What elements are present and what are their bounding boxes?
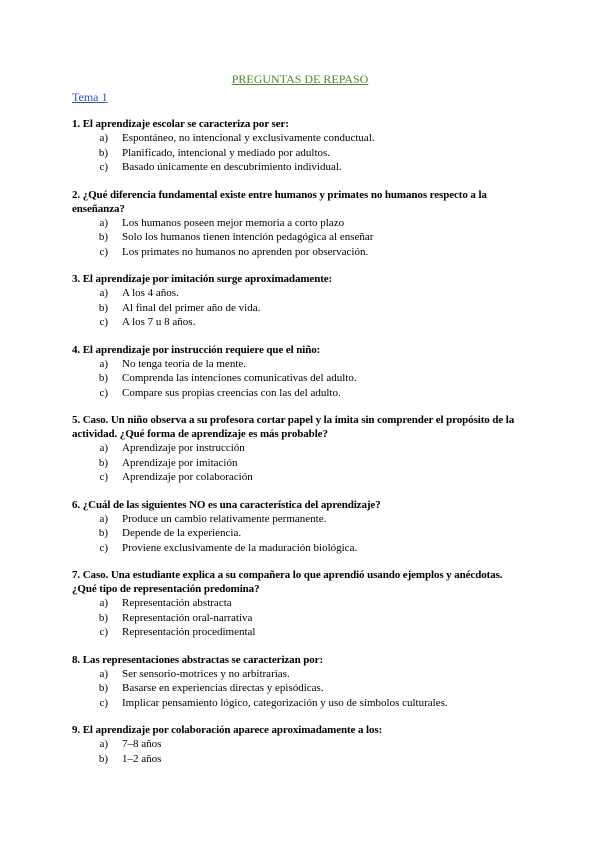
question-block — [72, 568, 528, 640]
option-letter: a) — [99, 597, 108, 609]
question-block — [72, 272, 528, 330]
answer-option — [72, 470, 528, 485]
answer-option — [72, 696, 528, 711]
option-letter: b) — [98, 372, 108, 384]
option-letter: b) — [98, 231, 108, 243]
answer-option — [72, 245, 528, 260]
option-letter: b) — [98, 146, 108, 159]
question-text: 4. El aprendizaje por instrucción requiere que el niño: — [72, 343, 321, 356]
answer-option — [72, 512, 528, 527]
answer-option — [72, 752, 528, 767]
answer-option — [72, 301, 528, 316]
option-text: Planificado, intencional y mediado por adultos. — [122, 146, 331, 159]
answer-option — [72, 681, 528, 696]
option-text: Representación abstracta — [122, 597, 232, 609]
option-text: No tenga teoría de la mente. — [122, 357, 247, 370]
option-text: A los 7 u 8 años. — [122, 316, 196, 328]
option-text: Produce un cambio relativamente permanente. — [122, 512, 327, 525]
option-letter: a) — [99, 512, 108, 525]
option-text: Basado únicamente en descubrimiento individual. — [122, 161, 342, 173]
question-text: 1. El aprendizaje escolar se caracteriza por ser: — [72, 118, 289, 130]
answer-option — [72, 737, 528, 752]
answer-option — [72, 146, 528, 161]
option-letter: b) — [98, 682, 108, 694]
option-letter: a) — [99, 132, 108, 144]
answer-option — [72, 131, 528, 146]
option-letter: c) — [99, 696, 108, 709]
option-text: Representación procedimental — [122, 626, 256, 638]
question-block — [72, 723, 528, 766]
question-block — [72, 498, 528, 556]
option-text: Aprendizaje por imitación — [122, 456, 238, 469]
option-letter: b) — [98, 301, 108, 314]
option-letter: a) — [99, 738, 108, 750]
option-text: Espontáneo, no intencional y exclusivamente conductual. — [122, 132, 375, 144]
question-block — [72, 343, 528, 401]
option-text: Los primates no humanos no aprenden por observación. — [122, 245, 369, 258]
answer-option — [72, 371, 528, 386]
option-letter: a) — [99, 442, 108, 454]
answer-option — [72, 441, 528, 456]
option-letter: b) — [98, 752, 108, 765]
option-letter: a) — [99, 357, 108, 370]
question-text: 8. Las representaciones abstractas se caracterizan por: — [72, 653, 324, 666]
option-text: Los humanos poseen mejor memoria a corto plazo — [122, 216, 345, 229]
option-letter: b) — [98, 611, 108, 624]
option-text: Compare sus propias creencias con las del adulto. — [122, 386, 341, 399]
question-text: 3. El aprendizaje por imitación surge aproximadamente: — [72, 273, 333, 285]
option-letter: a) — [99, 667, 108, 680]
option-letter: c) — [99, 161, 108, 173]
question-list — [72, 117, 528, 779]
option-letter: a) — [99, 216, 108, 229]
option-text: Basarse en experiencias directas y episódicas. — [122, 682, 324, 694]
answer-option — [72, 230, 528, 245]
option-letter: a) — [99, 287, 108, 299]
question-block — [72, 413, 528, 485]
answer-option — [72, 315, 528, 330]
option-letter: c) — [99, 541, 108, 554]
question-text: 6. ¿Cuál de las siguientes NO es una característica del aprendizaje? — [72, 498, 381, 511]
question-text: 2. ¿Qué diferencia fundamental existe entre humanos y primates no humanos respecto a la enseñanza? — [72, 188, 487, 215]
answer-option — [72, 526, 528, 541]
option-letter: c) — [99, 245, 108, 258]
option-letter: c) — [99, 316, 108, 328]
answer-option — [72, 386, 528, 401]
answer-option — [72, 456, 528, 471]
option-text: Al final del primer año de vida. — [122, 301, 261, 314]
question-text: 7. Caso. Una estudiante explica a su compañera lo que aprendió usando ejemplos y anécdotas. ¿Qué tipo de representación predomina? — [72, 569, 503, 595]
option-letter: c) — [99, 471, 108, 483]
answer-option — [72, 216, 528, 231]
answer-option — [72, 160, 528, 175]
option-text: Aprendizaje por colaboración — [122, 471, 253, 483]
option-text: A los 4 años. — [122, 287, 179, 299]
question-text: 9. El aprendizaje por colaboración aparece aproximadamente a los: — [72, 724, 383, 736]
option-text: Aprendizaje por instrucción — [122, 442, 245, 454]
answer-option — [72, 541, 528, 556]
answer-option — [72, 286, 528, 301]
option-letter: b) — [98, 527, 108, 539]
answer-option — [72, 357, 528, 372]
option-letter: c) — [99, 626, 108, 638]
option-text: 1–2 años — [122, 752, 162, 765]
page-title: PREGUNTAS DE REPASO — [231, 72, 369, 86]
option-text: Comprenda las intenciones comunicativas del adulto. — [122, 372, 357, 384]
answer-option — [72, 611, 528, 626]
question-text: 5. Caso. Un niño observa a su profesora cortar papel y la imita sin comprender el propósito de la actividad. ¿Qué forma de aprendizaje es más probable? — [72, 414, 515, 440]
question-block — [72, 188, 528, 260]
option-letter: b) — [98, 456, 108, 469]
option-text: 7–8 años — [122, 738, 162, 750]
option-text: Representación oral-narrativa — [122, 611, 253, 624]
option-text: Implicar pensamiento lógico, categorización y uso de símbolos culturales. — [122, 696, 448, 709]
tema-link[interactable]: Tema 1 — [72, 90, 108, 104]
question-block — [72, 117, 528, 175]
question-block — [72, 653, 528, 711]
option-text: Solo los humanos tienen intención pedagógica al enseñar — [122, 231, 374, 243]
answer-option — [72, 667, 528, 682]
answer-option — [72, 596, 528, 611]
option-text: Depende de la experiencia. — [122, 527, 242, 539]
option-text: Ser sensorio-motrices y no arbitrarias. — [122, 667, 290, 680]
option-letter: c) — [99, 386, 108, 399]
option-text: Proviene exclusivamente de la maduración biológica. — [122, 541, 358, 554]
answer-option — [72, 625, 528, 640]
